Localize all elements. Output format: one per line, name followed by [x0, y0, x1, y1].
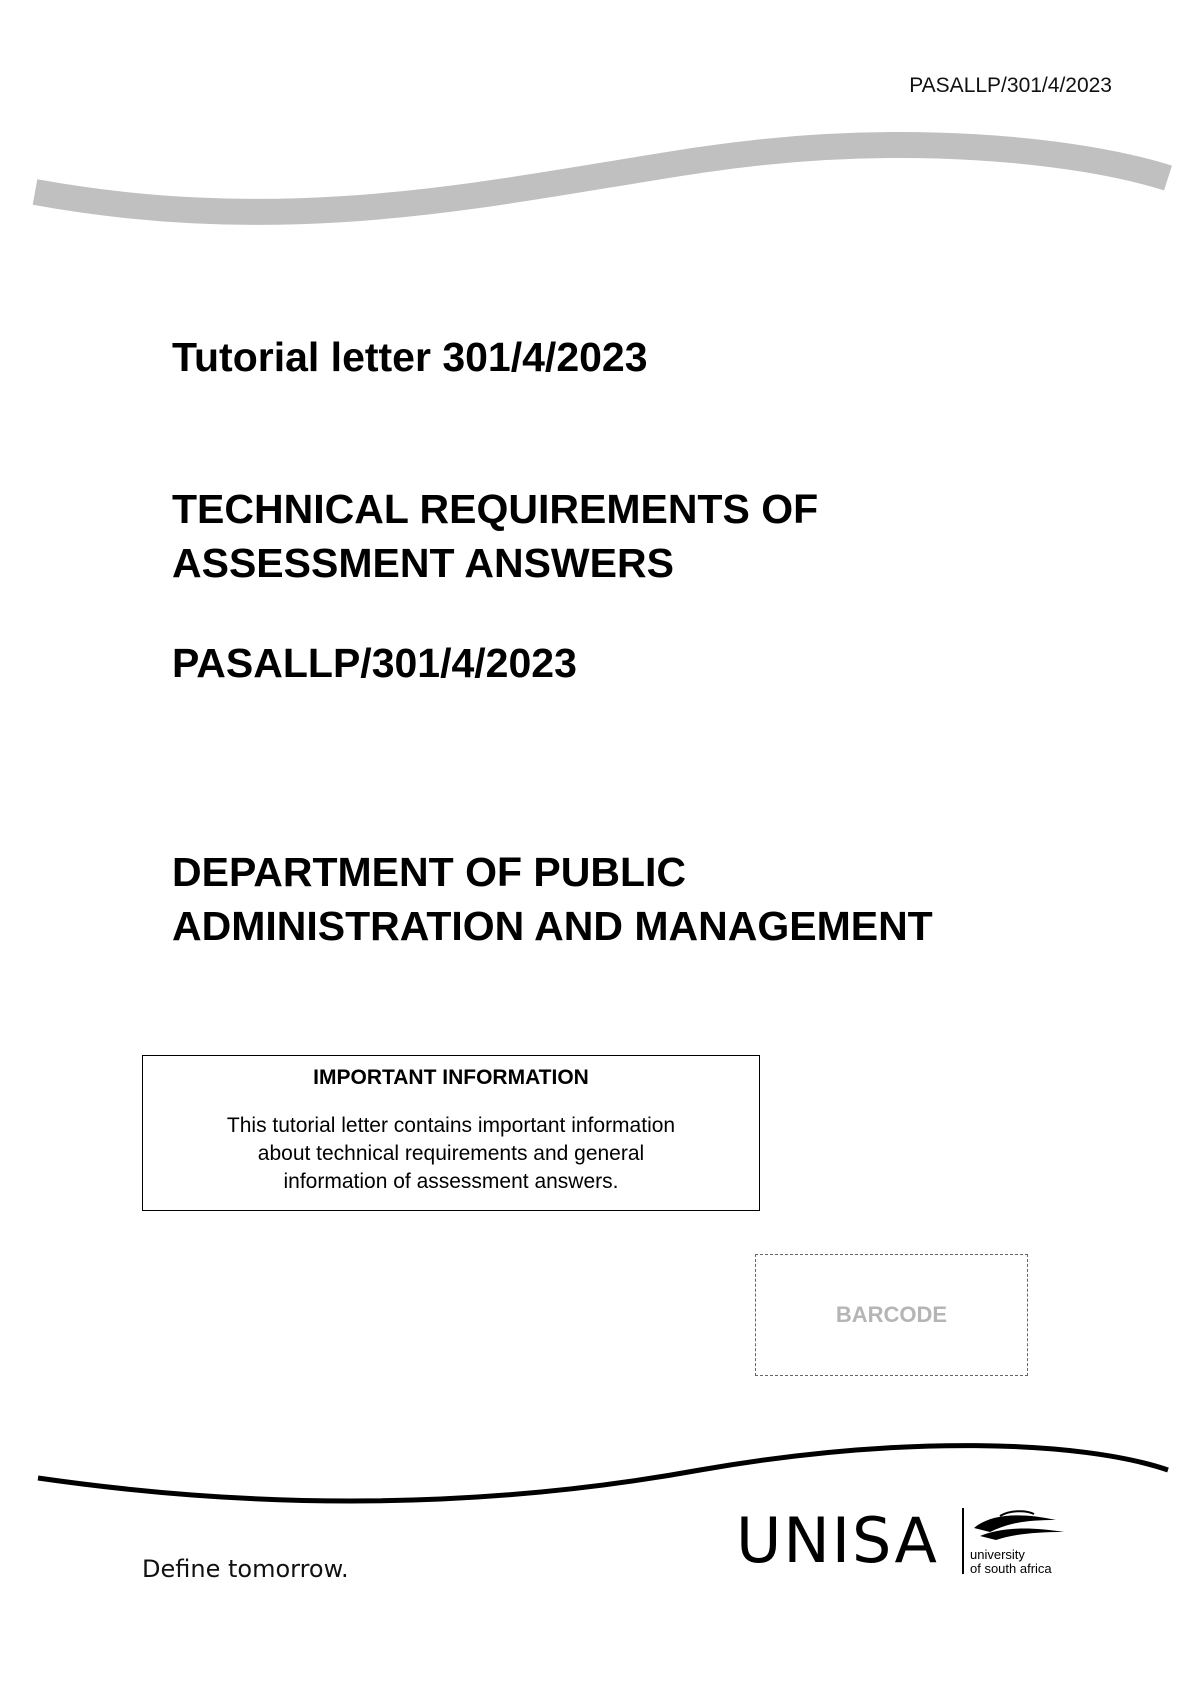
logo-university-text: university: [970, 1547, 1025, 1562]
info-body-line-3: information of assessment answers.: [283, 1170, 619, 1193]
department-heading: [172, 845, 933, 953]
logo-divider: [962, 1508, 964, 1574]
important-information-heading: IMPORTANT INFORMATION: [313, 1066, 589, 1089]
page-title: Tutorial letter 301/4/2023: [172, 334, 648, 380]
subject-line-1: TECHNICAL REQUIREMENTS OF: [172, 486, 819, 532]
department-line-2: ADMINISTRATION AND MANAGEMENT: [172, 903, 933, 949]
top-decorative-wave: [0, 130, 1200, 230]
department-line-1: DEPARTMENT OF PUBLIC: [172, 849, 687, 895]
logo-wordmark: UNISA: [736, 1504, 939, 1577]
barcode-label: BARCODE: [835, 1302, 948, 1327]
subject-heading: [172, 482, 818, 590]
bird-icon: [970, 1508, 1070, 1546]
header-document-code: PASALLP/301/4/2023: [909, 74, 1112, 97]
module-code: PASALLP/301/4/2023: [172, 640, 577, 686]
info-body-line-2: about technical requirements and general: [257, 1142, 645, 1165]
important-information-body: [173, 1112, 729, 1196]
logo-south-africa-text: of south africa: [970, 1561, 1052, 1576]
bottom-decorative-wave: [0, 1430, 1200, 1520]
unisa-logo: [736, 1504, 1066, 1580]
important-information-box: [142, 1055, 760, 1211]
footer-tagline: Define tomorrow.: [142, 1555, 349, 1583]
info-body-line-1: This tutorial letter contains important information: [226, 1114, 676, 1137]
subject-line-2: ASSESSMENT ANSWERS: [172, 540, 674, 586]
barcode-placeholder: [755, 1254, 1028, 1376]
